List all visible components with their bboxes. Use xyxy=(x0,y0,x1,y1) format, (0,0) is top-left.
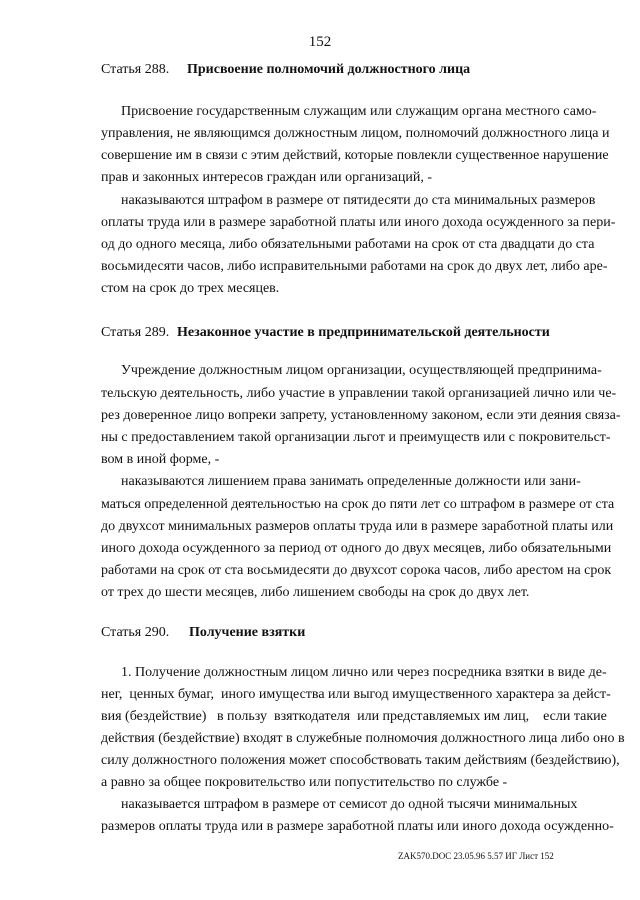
document-footer: ZAK570.DOC 23.05.96 5.57 ИГ Лист 152 xyxy=(398,851,554,861)
article-title: Незаконное участие в предпринимательской деятельности xyxy=(177,325,550,340)
text-line: вия (бездействие) в пользу взяткодателя или представляемых им лиц, если такие xyxy=(101,709,607,724)
text-line: до двухсот минимальных размеров оплаты труда или в размере заработной платы или xyxy=(101,519,614,534)
text-line: а равно за общее покровительство или попустительство по службе - xyxy=(101,775,508,790)
text-line: иного дохода осужденного за период от одного до двух месяцев, либо обязательными xyxy=(101,541,612,556)
article-288-heading xyxy=(101,62,470,78)
text-line: нег, ценных бумаг, иного имущества или выгод имущественного характера за дейст- xyxy=(101,687,611,702)
text-line: работами на срок от ста восьмидесяти до двухсот сорока часов, либо арестом на срок xyxy=(101,563,612,578)
text-line: силу должностного положения может способствовать таким действиям (бездействию), xyxy=(101,753,620,768)
text-line: от трех до шести месяцев, либо лишением свободы на срок до двух лет. xyxy=(101,585,530,600)
article-label: Статья 288. xyxy=(101,62,170,77)
text-line: действия (бездействие) входят в служебные полномочия должностного лица либо оно в xyxy=(101,731,625,746)
text-line: вом в иной форме, - xyxy=(101,452,220,467)
page-number: 152 xyxy=(308,34,332,50)
article-title: Получение взятки xyxy=(189,625,306,640)
text-line: од до одного месяца, либо обязательными работами на срок от ста двадцати до ста xyxy=(101,237,595,252)
text-line: наказываются лишением права занимать определенные должности или зани- xyxy=(121,474,581,489)
text-line: Присвоение государственным служащим или служащим органа местного само- xyxy=(121,104,597,119)
text-line: ны с предоставлением такой организации льгот и преимуществ или с покровительст- xyxy=(101,430,611,445)
text-line: размеров оплаты труда или в размере заработной платы или иного дохода осужденно- xyxy=(101,819,614,834)
text-line: маться определенной деятельностью на срок до пяти лет со штрафом в размере от ста xyxy=(101,497,615,512)
text-line: 1. Получение должностным лицом лично или через посредника взятки в виде де- xyxy=(121,665,607,680)
text-line: прав и законных интересов граждан или организаций, - xyxy=(101,170,432,185)
text-line: стом на срок до трех месяцев. xyxy=(101,281,280,296)
text-line: управления, не являющимся должностным лицом, полномочий должностного лица и xyxy=(101,126,610,141)
text-line: тельскую деятельность, либо участие в управлении такой организацией лично или че- xyxy=(101,386,617,401)
text-line: восьмидесяти часов, либо исправительными работами на срок до двух лет, либо аре- xyxy=(101,259,608,274)
article-label: Статья 290. xyxy=(101,625,170,640)
text-line: оплаты труда или в размере заработной платы или иного дохода осужденного за пери- xyxy=(101,215,616,230)
article-290-heading xyxy=(101,625,305,641)
text-line: рез доверенное лицо вопреки запрету, установленному законом, если эти деяния связа- xyxy=(101,408,621,423)
text-line: совершение им в связи с этим действий, которые повлекли существенное нарушение xyxy=(101,148,609,163)
article-label: Статья 289. xyxy=(101,325,170,340)
article-289-heading xyxy=(101,325,550,341)
article-title: Присвоение полномочий должностного лица xyxy=(187,62,471,77)
text-line: Учреждение должностным лицом организации, осуществляющей предпринима- xyxy=(121,363,602,378)
text-line: наказываются штрафом в размере от пятидесяти до ста минимальных размеров xyxy=(121,193,596,208)
text-line: наказывается штрафом в размере от семисот до одной тысячи минимальных xyxy=(121,797,578,812)
